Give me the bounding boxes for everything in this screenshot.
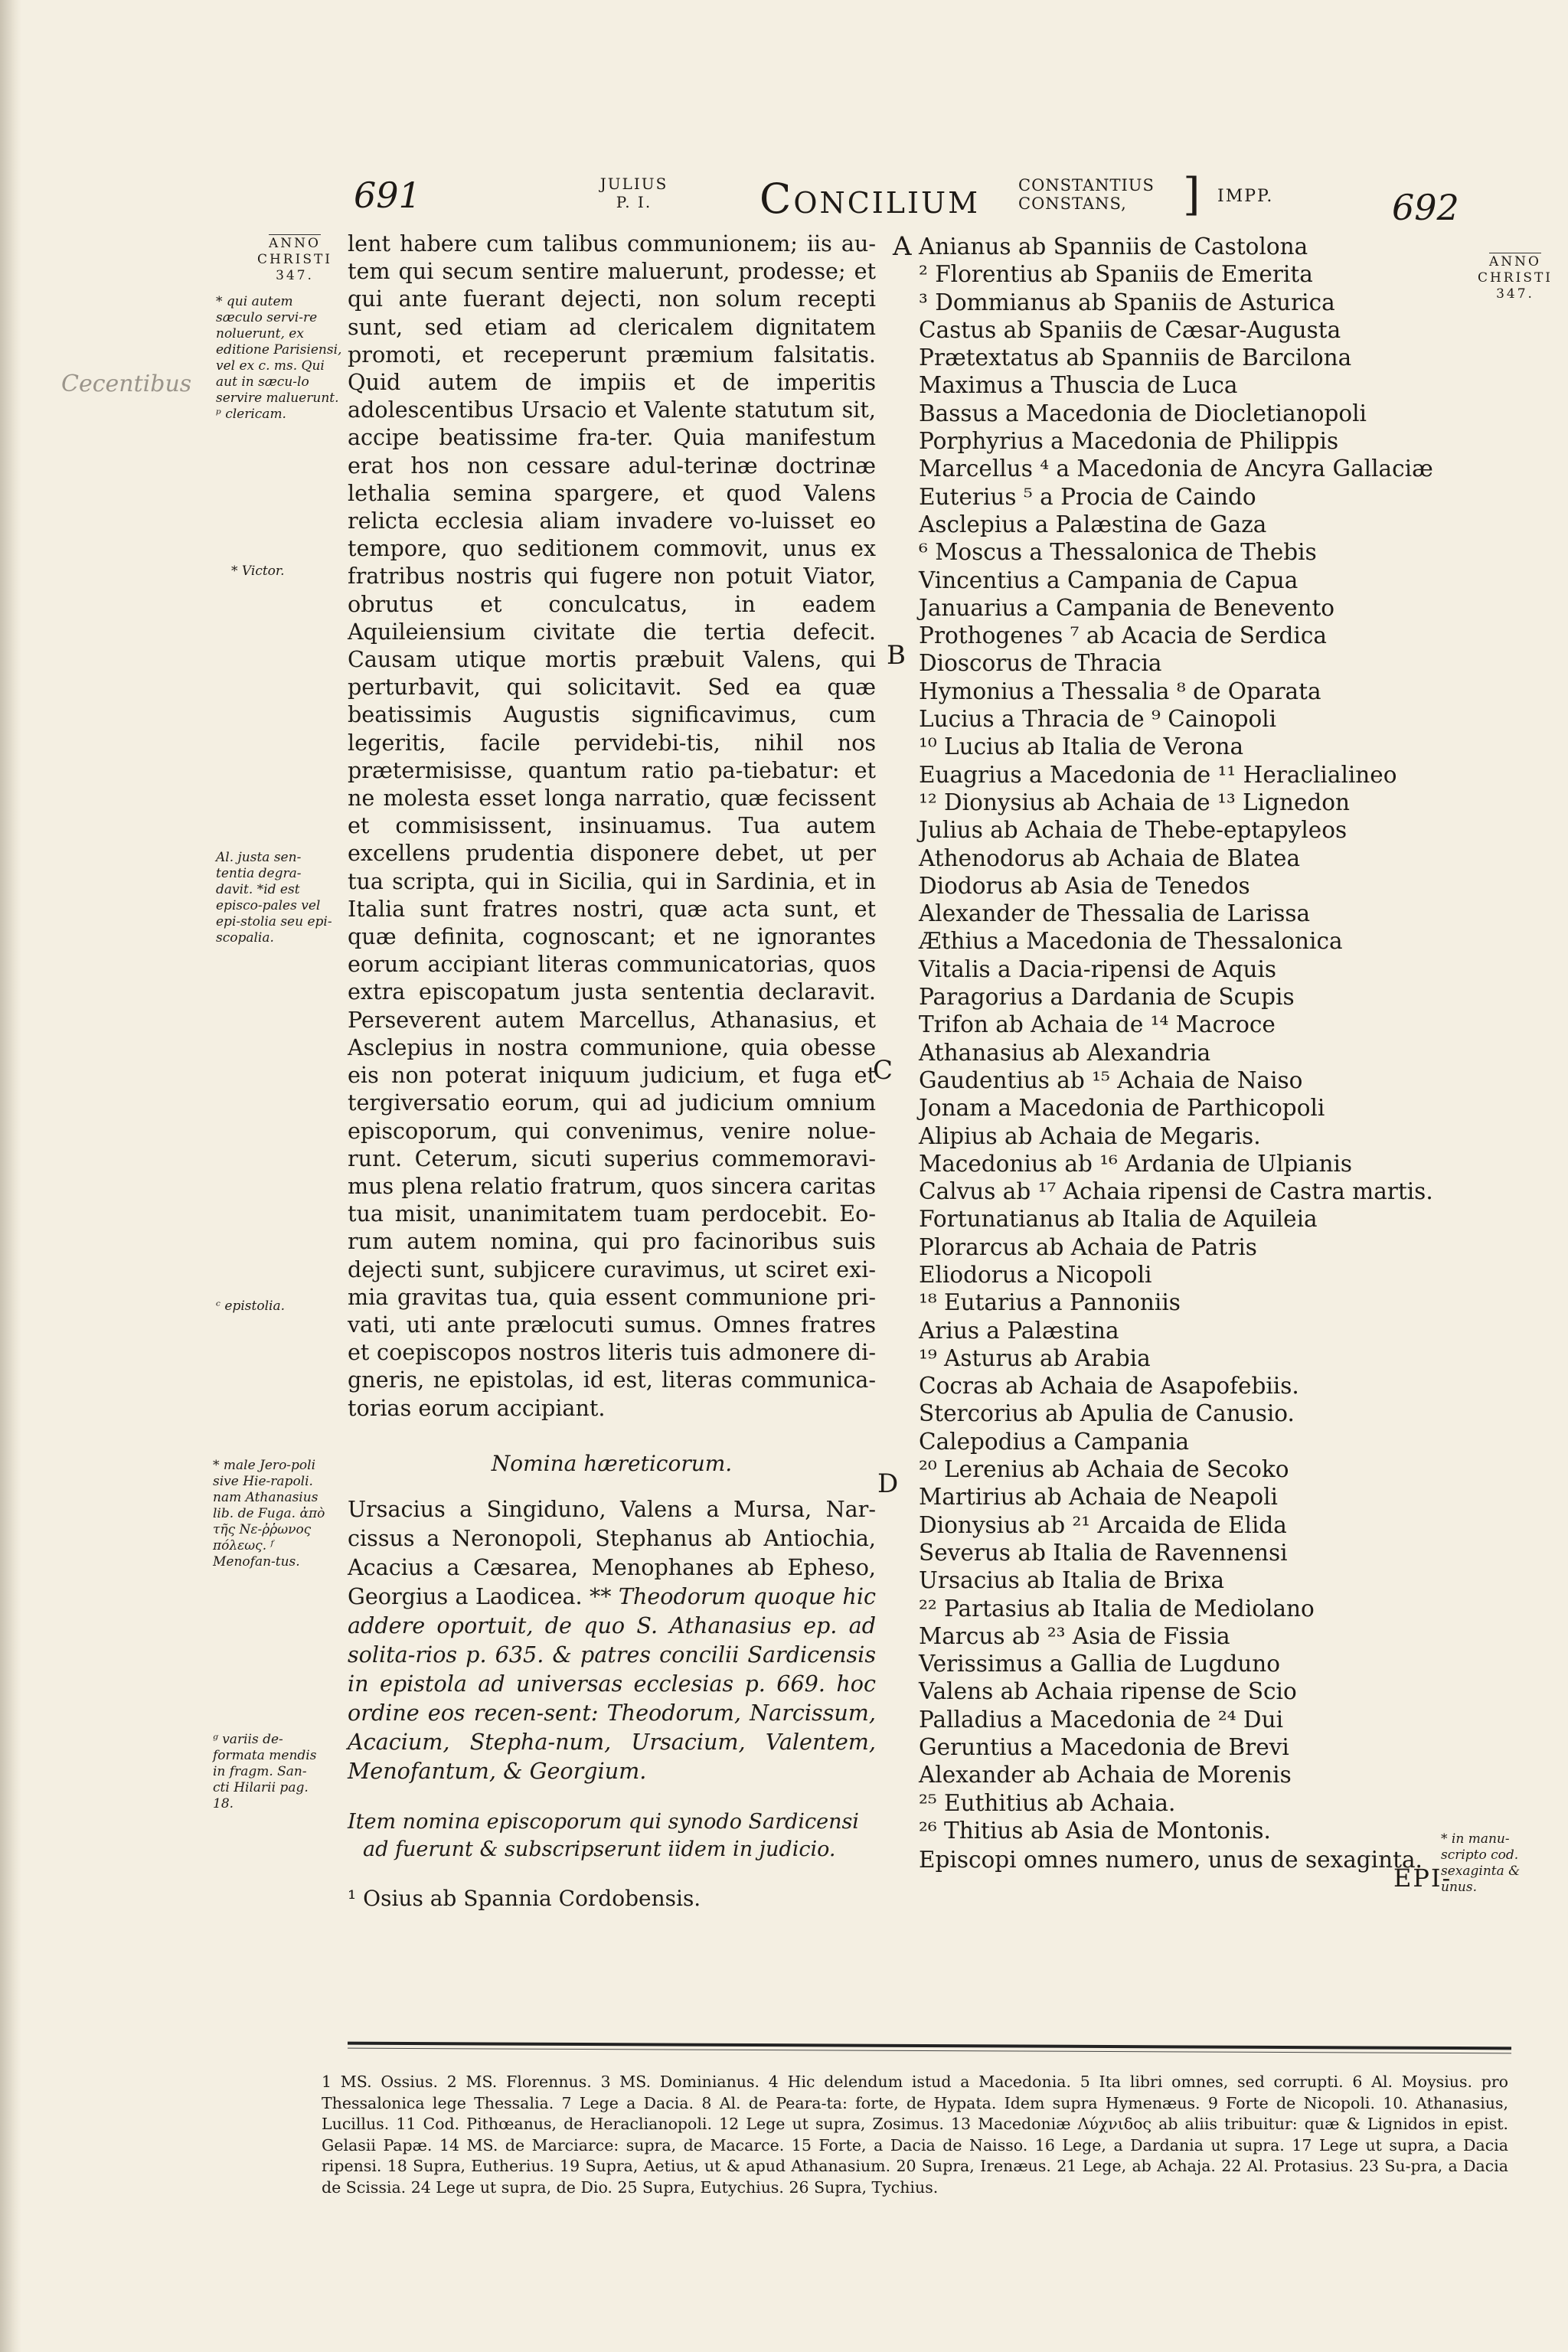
signatory-item: ³ Dommianus ab Spaniis de Asturica	[919, 289, 1335, 315]
signatory-item: ¹⁹ Asturus ab Arabia	[919, 1344, 1151, 1371]
year-label-right: 347.	[1496, 286, 1534, 302]
anno-label: ANNO	[269, 236, 321, 251]
handwritten-annotation: Cecentibus	[61, 371, 192, 397]
margin-note-6: ᵍ variis de-formata mendis in fragm. San-cti Hilarii pag. 18.	[213, 1732, 317, 1811]
signatory-item: Eliodorus a Nicopoli	[919, 1261, 1152, 1288]
left-column	[348, 230, 876, 1913]
column-letter-c: C	[873, 1055, 893, 1086]
signatory-item: Marcellus ⁴ a Macedonia de Ancyra Gallaciæ	[919, 456, 1433, 482]
signatory-item: ¹² Dionysius ab Achaia de ¹³ Lignedon	[919, 789, 1351, 815]
header-impp: IMPP.	[1217, 187, 1274, 206]
heretics-list: Ursacius a Singiduno, Valens a Mursa, Nar-cissus a Neronopoli, Stephanus ab Antiochia, Acacius a Cæsarea, Menophanes ab Epheso, Georgius a Laodicea.	[348, 1495, 876, 1609]
total-bishops: Episcopi omnes numero, unus de sexaginta.	[919, 1847, 1423, 1873]
signatory-item: Julius ab Achaia de Thebe-eptapyleos	[919, 817, 1348, 844]
header-title: Concilium	[760, 175, 980, 223]
signatory-item: Ursacius ab Italia de Brixa	[919, 1567, 1225, 1594]
heretics-note: ** Theodorum quoque hic addere oportuit, de quo S. Athanasius ep. ad solita-rios p. 635. & patres concilii Sardicensis in epistola ad universas ecclesias p. 669. hoc ordine eos recen-sent: Theodorum, Narcissum, Acacium, Stepha-num, Ursacium, Valentem, Menofantum, & Georgium.	[348, 1583, 877, 1784]
signatory-item: Stercorius ab Apulia de Canusio.	[919, 1400, 1295, 1427]
footnotes: 1 MS. Ossius. 2 MS. Florennus. 3 MS. Dominianus. 4 Hic delendum istud a Macedonia. 5 Ita libri omnes, sed corrupti. 6 Al. Moysius. pro Thessalonica lege Thessalia. 7 Lege a Dacia. 8 Al. de Peara-ta: forte, de Hypata. Idem supra Hymenæus. 9 Forte de Nicopoli. 10. Athanasius, Lucillus. 11 Cod. Pithœanus, de Heraclianopoli. 12 Lege ut supra, Zosimus. 13 Macedoniæ Λύχνιδος ab aliis tribuitur: quæ & Lignidos in epist. Gelasii Papæ. 14 MS. de Marciarce: supra, de Macarce. 15 Forte, a Dacia de Naisso. 16 Lege, a Dardania ut supra. 17 Lege ut supra, a Dacia ripensi. 18 Supra, Eutherius. 19 Supra, Aetius, ut & apud Athanasium. 20 Supra, Irenæus. 21 Lege, ab Achaja. 22 Al. Protasius. 23 Su-pra, a Dacia de Scissia. 24 Lege ut supra, de Dio. 25 Supra, Eutychius. 26 Supra, Tychius.	[322, 2073, 1508, 2197]
margin-note-5: * male Jero-poli sive Hie-rapoli. nam Athanasius lib. de Fuga. ἀπὸ τῆς Νε-ῤῥωνος πόλεως. ᶠ Menofan-tus.	[213, 1458, 325, 1570]
catchword: EPI-	[1393, 1864, 1452, 1893]
signatory-item: Vincentius a Campania de Capua	[919, 567, 1298, 593]
signatory-item: Valens ab Achaia ripense de Scio	[919, 1678, 1297, 1705]
signatory-item: Severus ab Italia de Ravennensi	[919, 1539, 1288, 1566]
signatory-item: Castus ab Spaniis de Cæsar-Augusta	[919, 316, 1341, 343]
signatory-item: Trifon ab Achaia de ¹⁴ Macroce	[919, 1011, 1276, 1038]
right-column	[919, 233, 1447, 1873]
signatory-item: Prætextatus ab Spanniis de Barcilona	[919, 345, 1352, 371]
first-signatory: ¹ Osius ab Spannia Cordobensis.	[348, 1885, 701, 1911]
signatory-item: Asclepius a Palæstina de Gaza	[919, 511, 1267, 537]
signatory-item: Athanasius ab Alexandria	[919, 1039, 1211, 1066]
signatory-item: Alipius ab Achaia de Megaris.	[919, 1122, 1261, 1149]
signatory-item: Prothogenes ⁷ ab Acacia de Serdica	[919, 622, 1327, 649]
signatory-item: Dioscorus de Thracia	[919, 650, 1162, 677]
signatory-item: Calepodius a Campania	[919, 1428, 1190, 1455]
signatory-item: Lucius a Thracia de ⁹ Cainopoli	[919, 706, 1277, 733]
margin-note-1-text: * qui autem sæculo servi-re noluerunt, ex editione Parisiensi, vel ex c. ms. Qui aut in sæcu-lo servire maluerunt.	[216, 294, 342, 406]
signatory-item: Æthius a Macedonia de Thessalonica	[919, 928, 1343, 955]
signatory-item: Maximus a Thuscia de Luca	[919, 372, 1238, 399]
anno-label-right: ANNO	[1489, 254, 1541, 270]
margin-note-4: ᶜ epistolia.	[216, 1298, 285, 1314]
header-julius-pope: P. I.	[616, 193, 652, 211]
section-title: Nomina hæreticorum.	[491, 1450, 733, 1476]
year-label: 347.	[276, 268, 314, 283]
signatory-item: ¹⁰ Lucius ab Italia de Verona	[919, 733, 1244, 760]
header-emperor-1: CONSTANTIUS	[1018, 176, 1155, 194]
margin-note-1	[216, 294, 343, 423]
christi-label-right: CHRISTI	[1477, 270, 1553, 286]
signatory-item: Athenodorus ab Achaia de Blatea	[919, 844, 1301, 871]
signatory-item: ² Florentius ab Spaniis de Emerita	[919, 261, 1313, 288]
signatory-item: Porphyrius a Macedonia de Philippis	[919, 428, 1339, 455]
column-letter-d: D	[877, 1468, 899, 1499]
signatories-list	[919, 233, 1447, 1844]
signatory-item: Bassus a Macedonia de Diocletianopoli	[919, 400, 1367, 426]
heretics-paragraph	[348, 1494, 876, 1785]
margin-note-3: Al. justa sen-tentia degra-davit. *id est episco-pales vel epi-stolia seu epi-scopalia.	[216, 850, 332, 946]
signatory-item: Jonam a Macedonia de Parthicopoli	[919, 1095, 1325, 1122]
margin-note-right: * in manu-scripto cod. sexaginta & unus.	[1441, 1831, 1521, 1895]
header-julius	[588, 175, 680, 211]
header-julius-name: JULIUS	[599, 175, 668, 193]
signatory-item: ²⁰ Lerenius ab Achaia de Secoko	[919, 1456, 1289, 1483]
signatory-item: Vitalis a Dacia-ripensi de Aquis	[919, 956, 1277, 982]
signatory-item: Hymonius a Thessalia ⁸ de Oparata	[919, 678, 1321, 704]
letter-paragraph: lent habere cum talibus communionem; iis au-tem qui secum sentire maluerunt, prodesse; et qui ante fuerant dejecti, non solum recepti sunt, sed etiam ad clericalem dignitatem promoti, et receperunt præmium falsitatis. Quid autem de impiis et de imperitis adolescentibus Ursacio et Valente statutum sit, accipe beatissime fra-ter. Quia manifestum erat hos non cessare adul-terinæ doctrinæ lethalia semina spargere, et quod Valens relicta ecclesia aliam invadere vo-luisset eo tempore, quo seditionem commovit, unus ex fratribus nostris qui fugere non potuit Viator, obrutus et conculcatus, in eadem Aquileiensium civitate die tertia defecit. Causam utique mortis præbuit Valens, qui perturbavit, qui solicitavit. Sed ea quæ beatissimis Augustis significavimus, cum legeritis, facile pervidebi-tis, nihil nos prætermisisse, quantum ratio pa-tiebatur: et ne molesta esset longa narratio, quæ fecissent et commisissent, insinuamus. Tua autem excellens prudentia disponere debet, ut per tua scripta, qui in Sicilia, qui in Sardinia, et in Italia sunt fratres nostri, quæ acta sunt, et quæ definita, cognoscant; et ne ignorantes eorum accipiant literas communicatorias, quos extra episcopatum justa sententia declaravit. Perseverent autem Marcellus, Athanasius, et Asclepius in nostra communione, quia obesse eis non poterat iniquum judicium, et fuga et tergiversatio eorum, qui ad judicium omnium episcoporum, qui convenimus, venire nolue-runt. Ceterum, sicuti superius commemoravi-mus plena relatio fratrum, quos sincera caritas tua misit, unanimitatem tuam perdocebit. Eo-rum autem nomina, qui pro facinoribus suis dejecti sunt, subjicere curavimus, ut sciret exi-mia gravitas tua, quia essent communione pri-vati, uti ante prælocuti sumus. Omnes fratres et coepiscopos nostros literis tuis admonere di-gneris, ne epistolas, id est, literas communica-torias eorum accipiant.	[348, 230, 876, 1421]
signatory-item: Januarius a Campania de Benevento	[919, 594, 1335, 621]
signatory-item: Euterius ⁵ a Procia de Caindo	[919, 483, 1256, 510]
signatory-item: Diodorus ab Asia de Tenedos	[919, 872, 1250, 899]
anno-christi-left	[253, 234, 337, 284]
page-number-left: 691	[354, 175, 421, 216]
signatory-item: ²⁶ Thitius ab Asia de Montonis.	[919, 1817, 1271, 1844]
signatory-item: Alexander ab Achaia de Morenis	[919, 1762, 1292, 1788]
signatory-item: ¹⁸ Eutarius a Pannoniis	[919, 1289, 1181, 1316]
margin-note-2: * Victor.	[231, 564, 285, 579]
running-header	[0, 170, 1568, 231]
christi-label: CHRISTI	[256, 252, 333, 267]
column-letter-a: A	[893, 231, 912, 262]
signatory-item: Alexander de Thessalia de Larissa	[919, 900, 1311, 927]
signatory-item: Macedonius ab ¹⁶ Ardania de Ulpianis	[919, 1150, 1353, 1177]
column-letter-b: B	[887, 640, 906, 671]
signatory-item: Geruntius a Macedonia de Brevi	[919, 1734, 1289, 1761]
item-nomina: Item nomina episcoporum qui synodo Sardicensi ad fuerunt & subscripserunt iidem in judicio.	[348, 1809, 859, 1861]
signatory-item: Plorarcus ab Achaia de Patris	[919, 1233, 1257, 1260]
signatory-item: Cocras ab Achaia de Asapofebiis.	[919, 1373, 1299, 1400]
header-emperors	[1018, 176, 1155, 213]
header-emperor-2: CONSTANS,	[1018, 194, 1127, 213]
signatory-item: ²⁵ Euthitius ab Achaia.	[919, 1789, 1176, 1816]
signatory-item: Paragorius a Dardania de Scupis	[919, 984, 1295, 1011]
signatory-item: ⁶ Moscus a Thessalonica de Thebis	[919, 539, 1317, 566]
signatory-item: ²² Partasius ab Italia de Mediolano	[919, 1595, 1315, 1622]
signatory-item: Euagrius a Macedonia de ¹¹ Heraclialineo	[919, 761, 1397, 788]
header-bracket: ]	[1183, 168, 1200, 220]
signatory-item: Verissimus a Gallia de Lugduno	[919, 1651, 1281, 1677]
signatory-item: Anianus ab Spanniis de Castolona	[919, 234, 1308, 260]
signatory-item: Gaudentius ab ¹⁵ Achaia de Naiso	[919, 1067, 1303, 1093]
signatory-item: Dionysius ab ²¹ Arcaida de Elida	[919, 1511, 1287, 1538]
page-number-right: 692	[1392, 187, 1459, 228]
signatory-item: Marcus ab ²³ Asia de Fissia	[919, 1622, 1230, 1649]
signatory-item: Calvus ab ¹⁷ Achaia ripensi de Castra martis.	[919, 1178, 1433, 1205]
signatory-item: Palladius a Macedonia de ²⁴ Dui	[919, 1706, 1284, 1733]
margin-note-1b-text: ᵖ clericam.	[216, 407, 286, 422]
signatory-item: Martirius ab Achaia de Neapoli	[919, 1484, 1278, 1511]
signatory-item: Arius a Palæstina	[919, 1317, 1119, 1344]
page-spine-shadow	[0, 0, 21, 2352]
anno-christi-right	[1470, 253, 1560, 302]
signatory-item: Fortunatianus ab Italia de Aquileia	[919, 1206, 1318, 1233]
